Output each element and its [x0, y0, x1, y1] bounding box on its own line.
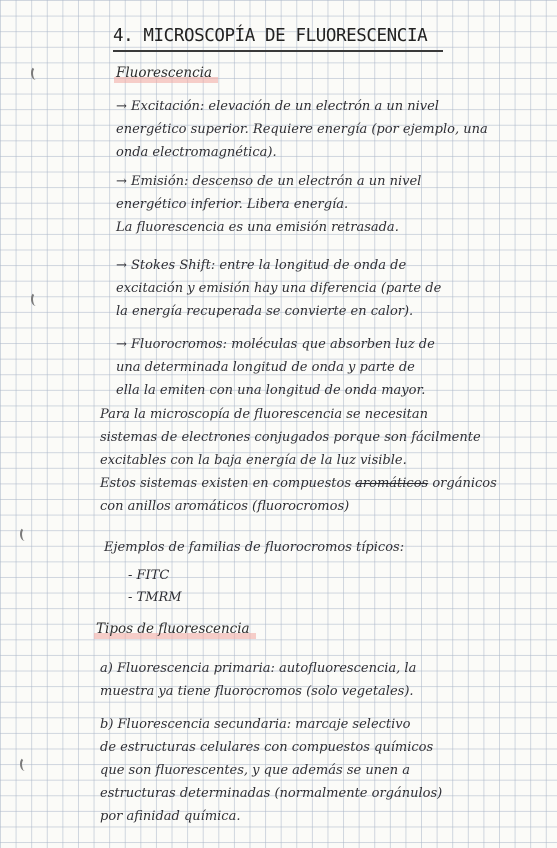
text-line: → Fluorocromos: moléculas que absorben luz de	[116, 337, 435, 352]
text-line: → Excitación: elevación de un electrón a un nivel	[116, 99, 439, 114]
title-underline	[113, 50, 443, 52]
crossed-out-word: aromáticos	[355, 476, 429, 491]
primaria-paragraph	[100, 657, 416, 703]
text-line: con anillos aromáticos (fluorocromos)	[100, 499, 350, 514]
text-line: energético inferior. Libera energía.	[116, 197, 349, 212]
stokes-paragraph	[116, 254, 441, 323]
page-title: 4. MICROSCOPÍA DE FLUORESCENCIA	[113, 26, 428, 46]
text-line: que son fluorescentes, y que además se unen a	[100, 763, 411, 778]
section-heading-fluorescencia: Fluorescencia	[114, 65, 218, 82]
text-line: energético superior. Requiere energía (por ejemplo, una	[116, 122, 488, 137]
text-line: de estructuras celulares con compuestos químicos	[100, 740, 434, 755]
secundaria-paragraph	[100, 713, 442, 828]
text-line: la energía recuperada se convierte en calor).	[116, 304, 414, 319]
text-line: excitación y emisión hay una diferencia (parte de	[116, 281, 442, 296]
emision-paragraph	[116, 170, 421, 239]
text-line: una determinada longitud de onda y parte de	[116, 360, 415, 375]
text-line: Ejemplos de familias de fluorocromos típicos:	[104, 540, 405, 555]
microscopia-paragraph	[100, 403, 497, 518]
text-line: estructuras determinadas (normalmente orgánulos)	[100, 786, 443, 801]
list-item: - FITC	[128, 568, 170, 583]
binder-ring	[20, 757, 30, 771]
text-fragment: orgánicos	[432, 476, 497, 491]
binder-ring	[31, 292, 41, 306]
text-line: Para la microscopía de fluorescencia se necesitan	[100, 407, 428, 422]
text-line: por afinidad química.	[100, 809, 241, 824]
fluorocromos-paragraph	[116, 333, 435, 402]
text-line: La fluorescencia es una emisión retrasada.	[116, 220, 399, 235]
text-line: b) Fluorescencia secundaria: marcaje selectivo	[100, 717, 411, 732]
text-line: muestra ya tiene fluorocromos (solo vegetales).	[100, 684, 414, 699]
text-line: excitables con la baja energía de la luz visible.	[100, 453, 407, 468]
binder-ring	[31, 66, 41, 80]
binder-ring	[20, 527, 30, 541]
text-line	[100, 472, 497, 495]
ejemplos-label	[104, 536, 404, 559]
text-line: sistemas de electrones conjugados porque son fácilmente	[100, 430, 481, 445]
text-line: ella la emiten con una longitud de onda mayor.	[116, 383, 426, 398]
list-item: - TMRM	[128, 590, 182, 605]
text-line: onda electromagnética).	[116, 145, 277, 160]
text-line: → Emisión: descenso de un electrón a un nivel	[116, 174, 422, 189]
ejemplos-list	[128, 565, 182, 609]
text-line: → Stokes Shift: entre la longitud de onda de	[116, 258, 407, 273]
text-line: a) Fluorescencia primaria: autofluorescencia, la	[100, 661, 417, 676]
text-fragment: Estos sistemas existen en compuestos	[100, 476, 352, 491]
excitacion-paragraph	[116, 95, 488, 164]
section-heading-tipos: Tipos de fluorescencia	[94, 621, 256, 638]
